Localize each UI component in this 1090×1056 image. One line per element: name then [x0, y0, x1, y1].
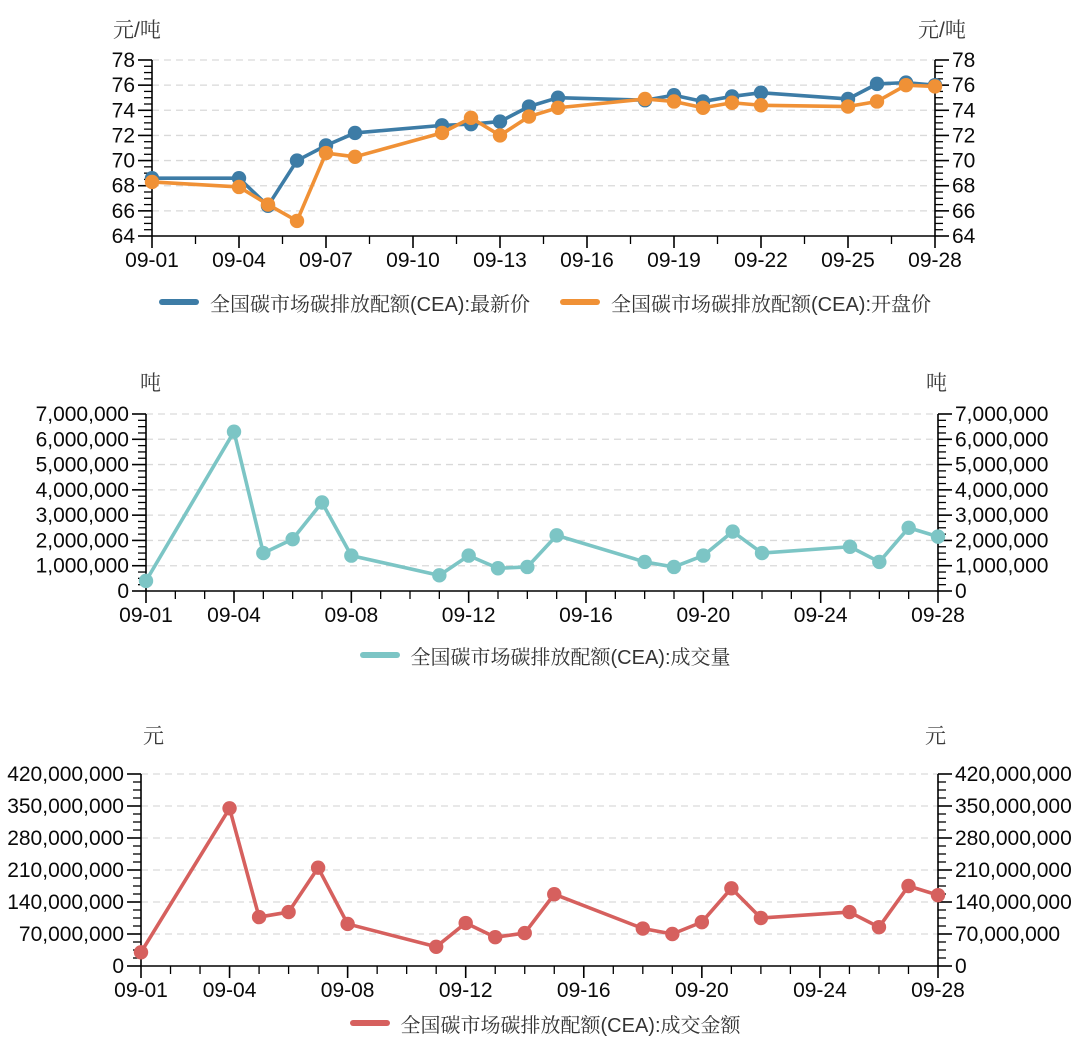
data-point: [695, 915, 709, 929]
y-tick-label-right: 76: [952, 74, 976, 98]
volume-chart-section: [0, 359, 1090, 672]
x-tick-label: 09-07: [299, 249, 353, 272]
data-point: [870, 77, 884, 91]
data-point: [928, 79, 942, 93]
data-point: [667, 94, 681, 108]
data-point: [315, 495, 329, 509]
data-point: [520, 560, 534, 574]
data-point: [547, 887, 561, 901]
data-point: [549, 528, 563, 542]
y-axis-unit-left: 元: [143, 725, 164, 748]
legend-label-volume: 全国碳市场碳排放配额(CEA):成交量: [410, 646, 731, 669]
x-tick-label: 09-04: [207, 604, 261, 627]
data-point: [725, 524, 739, 538]
y-tick-label-left: 72: [111, 124, 135, 148]
x-tick-label: 09-16: [559, 604, 613, 627]
data-point: [232, 180, 246, 194]
legend-item-latest-price: [159, 288, 530, 317]
data-point: [281, 905, 295, 919]
x-tick-label: 09-12: [438, 979, 493, 1002]
y-tick-label-right: 74: [952, 99, 976, 123]
data-point: [461, 548, 475, 562]
legend-swatch-volume: [360, 652, 400, 658]
y-tick-label-left: 140,000,000: [7, 891, 124, 914]
price-chart-section: [0, 6, 1090, 319]
legend-label-open-price: 全国碳市场碳排放配额(CEA):开盘价: [611, 293, 931, 316]
y-axis-unit-left: 吨: [140, 372, 161, 395]
x-tick-label: 09-01: [125, 249, 179, 272]
data-point: [696, 101, 710, 115]
y-tick-label-right: 78: [952, 49, 976, 72]
x-tick-label: 09-16: [556, 979, 611, 1002]
x-tick-label: 09-13: [473, 249, 527, 272]
y-tick-label-right: 0: [955, 955, 967, 978]
y-tick-label-left: 70: [111, 149, 135, 173]
y-tick-label-right: 1,000,000: [955, 554, 1049, 578]
data-point: [901, 521, 915, 535]
x-tick-label: 09-01: [114, 979, 168, 1002]
y-tick-label-right: 350,000,000: [955, 795, 1072, 818]
y-tick-label-left: 5,000,000: [35, 453, 129, 477]
price-chart-legend: [0, 285, 1090, 319]
data-point: [843, 540, 857, 554]
data-point: [931, 529, 945, 543]
data-point: [755, 546, 769, 560]
series-line: [152, 83, 935, 206]
legend-label-amount: 全国碳市场碳排放配额(CEA):成交金额: [400, 1014, 741, 1037]
data-point: [227, 425, 241, 439]
data-point: [522, 109, 536, 123]
data-point: [256, 546, 270, 560]
data-point: [901, 879, 915, 893]
data-point: [340, 917, 354, 931]
x-tick-label: 09-01: [119, 604, 173, 627]
y-tick-label-right: 2,000,000: [955, 529, 1049, 553]
data-point: [311, 861, 325, 875]
price-chart: [0, 48, 1090, 283]
y-tick-label-left: 210,000,000: [7, 859, 124, 882]
data-point: [319, 146, 333, 160]
x-tick-label: 09-12: [441, 604, 496, 627]
y-axis-unit-right: 元/吨: [918, 19, 966, 42]
y-tick-label-left: 68: [111, 174, 135, 198]
data-point: [696, 548, 710, 562]
y-tick-label-right: 70: [952, 149, 976, 173]
y-tick-label-right: 4,000,000: [955, 478, 1049, 502]
data-point: [285, 532, 299, 546]
y-tick-label-left: 350,000,000: [7, 795, 124, 818]
x-tick-label: 09-19: [647, 249, 701, 272]
y-tick-label-right: 6,000,000: [955, 428, 1049, 452]
data-point: [725, 96, 739, 110]
y-tick-label-left: 2,000,000: [35, 529, 129, 553]
data-point: [435, 126, 449, 140]
data-point: [493, 114, 507, 128]
y-axis-unit-right: 吨: [926, 372, 947, 395]
data-point: [344, 548, 358, 562]
series-line: [141, 808, 938, 952]
x-tick-label: 09-28: [911, 979, 965, 1002]
x-tick-label: 09-20: [674, 979, 729, 1002]
x-tick-label: 09-24: [793, 979, 847, 1002]
y-tick-label-left: 66: [111, 199, 135, 223]
legend-swatch-latest-price: [159, 299, 199, 305]
data-point: [139, 574, 153, 588]
data-point: [754, 98, 768, 112]
legend-item-amount: [350, 1009, 741, 1038]
data-point: [348, 150, 362, 164]
y-tick-label-left: 4,000,000: [35, 478, 129, 502]
legend-swatch-amount: [350, 1020, 390, 1026]
y-tick-label-left: 3,000,000: [35, 504, 129, 528]
y-tick-label-left: 0: [117, 580, 129, 603]
data-point: [724, 881, 738, 895]
x-tick-label: 09-08: [320, 979, 375, 1002]
data-point: [252, 910, 266, 924]
y-tick-label-left: 420,000,000: [7, 763, 124, 786]
data-point: [432, 568, 446, 582]
price-chart-units: [0, 6, 1090, 48]
x-tick-label: 09-28: [908, 249, 962, 272]
legend-item-volume: [360, 641, 731, 670]
x-tick-label: 09-25: [821, 249, 875, 272]
amount-chart: [0, 754, 1090, 1004]
y-tick-label-right: 64: [952, 225, 976, 248]
legend-swatch-open-price: [560, 299, 600, 305]
y-tick-label-right: 68: [952, 174, 976, 198]
x-tick-label: 09-24: [793, 604, 848, 627]
x-tick-label: 09-22: [734, 249, 788, 272]
data-point: [872, 555, 886, 569]
volume-chart-legend: [0, 638, 1090, 672]
y-tick-label-right: 3,000,000: [955, 504, 1049, 528]
y-tick-label-right: 7,000,000: [955, 403, 1049, 426]
y-tick-label-right: 5,000,000: [955, 453, 1049, 477]
data-point: [222, 801, 236, 815]
x-tick-label: 09-10: [386, 249, 440, 272]
data-point: [488, 930, 502, 944]
legend-item-open-price: [560, 288, 931, 317]
y-tick-label-left: 7,000,000: [35, 403, 129, 426]
data-point: [754, 911, 768, 925]
y-tick-label-left: 64: [111, 225, 135, 248]
carbon-market-charts: [0, 6, 1090, 1040]
y-tick-label-right: 0: [955, 580, 967, 603]
y-tick-label-right: 210,000,000: [955, 859, 1072, 882]
amount-chart-legend: [0, 1006, 1090, 1040]
x-tick-label: 09-08: [324, 604, 379, 627]
amount-chart-units: [0, 712, 1090, 754]
y-tick-label-left: 76: [111, 74, 135, 98]
x-tick-label: 09-20: [676, 604, 731, 627]
data-point: [665, 927, 679, 941]
data-point: [667, 560, 681, 574]
data-point: [134, 945, 148, 959]
data-point: [493, 128, 507, 142]
y-tick-label-left: 70,000,000: [18, 923, 124, 946]
data-point: [872, 920, 886, 934]
y-tick-label-left: 1,000,000: [35, 554, 129, 578]
volume-chart: [0, 401, 1090, 636]
data-point: [491, 561, 505, 575]
data-point: [637, 555, 651, 569]
data-point: [870, 94, 884, 108]
data-point: [551, 101, 565, 115]
x-tick-label: 09-04: [212, 249, 266, 272]
data-point: [261, 197, 275, 211]
amount-chart-section: [0, 712, 1090, 1040]
data-point: [290, 214, 304, 228]
volume-chart-units: [0, 359, 1090, 401]
y-tick-label-left: 280,000,000: [7, 827, 124, 850]
y-tick-label-right: 280,000,000: [955, 827, 1072, 850]
data-point: [899, 78, 913, 92]
data-point: [464, 111, 478, 125]
y-tick-label-left: 0: [112, 955, 124, 978]
data-point: [841, 99, 855, 113]
x-tick-label: 09-04: [202, 979, 257, 1002]
legend-label-latest-price: 全国碳市场碳排放配额(CEA):最新价: [210, 293, 530, 316]
y-tick-label-left: 78: [111, 49, 135, 72]
data-point: [429, 940, 443, 954]
x-tick-label: 09-16: [560, 249, 614, 272]
y-axis-unit-left: 元/吨: [113, 19, 161, 42]
y-tick-label-right: 66: [952, 199, 976, 223]
y-tick-label-left: 74: [111, 99, 135, 123]
y-tick-label-right: 420,000,000: [955, 763, 1072, 786]
data-point: [459, 916, 473, 930]
y-tick-label-right: 70,000,000: [955, 923, 1061, 946]
y-tick-label-left: 6,000,000: [35, 428, 129, 452]
data-point: [636, 921, 650, 935]
x-tick-label: 09-28: [911, 604, 965, 627]
data-point: [145, 175, 159, 189]
data-point: [754, 85, 768, 99]
y-axis-unit-right: 元: [925, 725, 946, 748]
data-point: [638, 92, 652, 106]
data-point: [931, 888, 945, 902]
data-point: [842, 905, 856, 919]
data-point: [348, 126, 362, 140]
data-point: [290, 153, 304, 167]
y-tick-label-right: 72: [952, 124, 976, 148]
y-tick-label-right: 140,000,000: [955, 891, 1072, 914]
data-point: [518, 926, 532, 940]
